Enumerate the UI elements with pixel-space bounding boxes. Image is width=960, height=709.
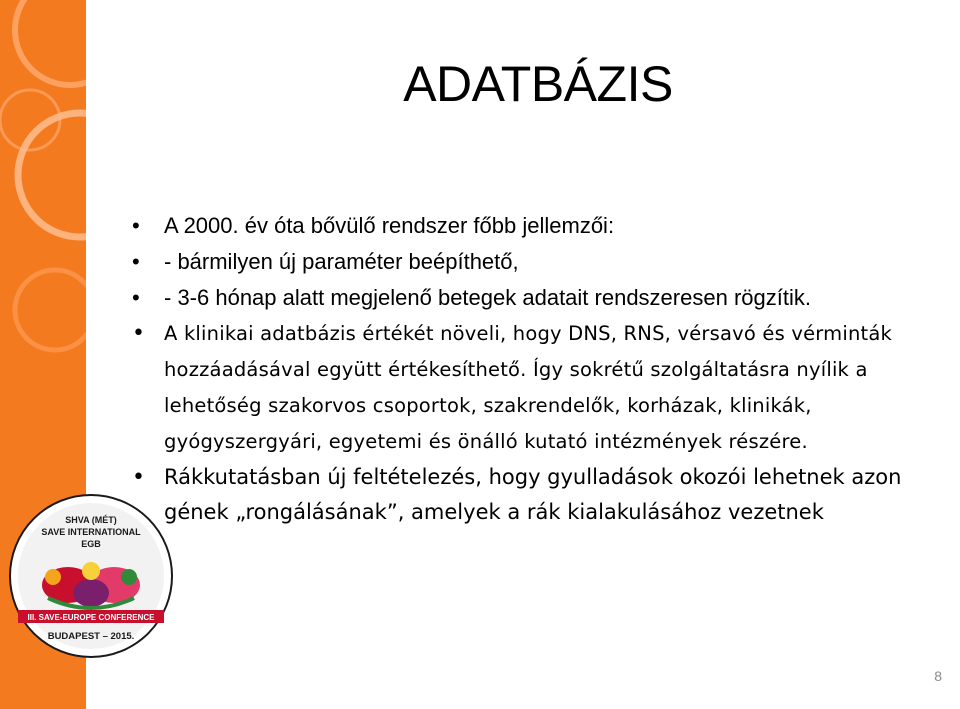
bullet-item: • - bármilyen új paraméter beépíthető,: [132, 244, 960, 280]
logo-banner: III. SAVE-EUROPE CONFERENCE: [27, 613, 155, 622]
bullet-item: • - 3-6 hónap alatt megjelenő betegek adatait rendszeresen rögzítik.: [132, 280, 960, 316]
logo-text-line1: SHVA (MÉT): [65, 515, 117, 525]
page-number: 8: [934, 668, 942, 684]
logo-text-line2: SAVE INTERNATIONAL: [41, 527, 141, 537]
logo-text-line3: EGB: [81, 539, 101, 549]
bullet-item: • Rákkutatásban új feltételezés, hogy gyulladások okozói lehetnek azon gének „rongálásának”, amelyek a rák kialakulásához vezetnek: [132, 460, 960, 530]
logo-bottom-text: BUDAPEST – 2015.: [47, 631, 135, 642]
conference-logo: [8, 493, 174, 659]
bullet-item: • A klinikai adatbázis értékét növeli, hogy DNS, RNS, vérsavó és vérminták hozzáadásával együtt értékesíthető. Így sokrétű szolgáltatásra nyílik a lehetőség szakorvos csoportok, szakrendelők, korházak, klinikák, gyógyszergyári, egyetemi és önálló kutató intézmények részére.: [132, 316, 960, 460]
slide-title: ADATBÁZIS: [403, 56, 673, 112]
bullet-list: [132, 208, 960, 530]
bullet-item: • A 2000. év óta bővülő rendszer főbb jellemzői:: [132, 208, 960, 244]
